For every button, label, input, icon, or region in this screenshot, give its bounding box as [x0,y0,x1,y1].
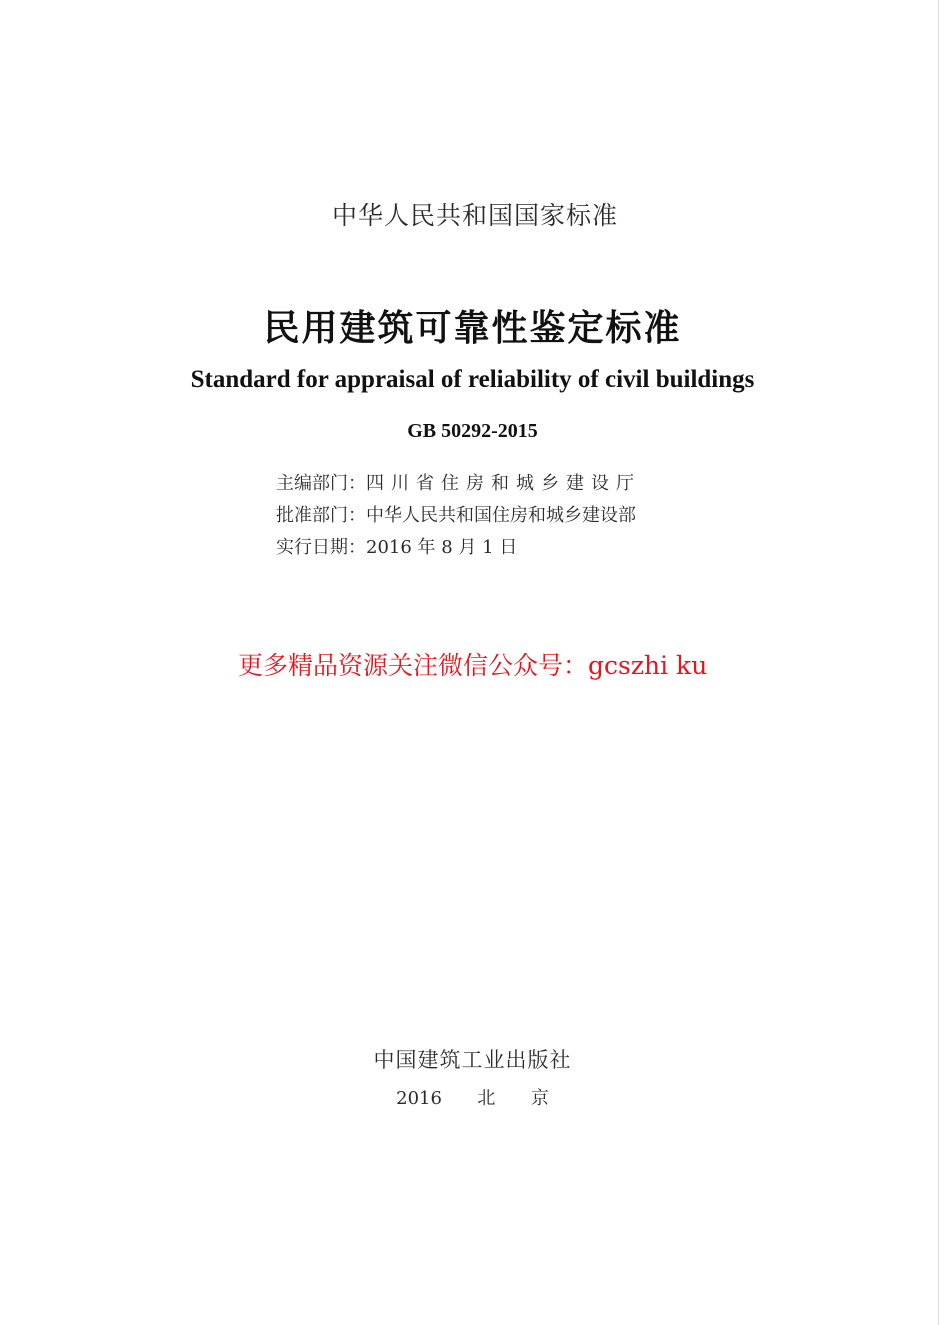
approver-label: 批准部门： [276,505,366,526]
approver-row [276,500,641,532]
effective-date-value: 2016 年 8 月 1 日 [366,537,518,558]
editor-label: 主编部门： [276,473,366,494]
publisher-name: 中国建筑工业出版社 [373,1048,572,1072]
standard-code: GB 50292-2015 [407,420,538,442]
publication-info [276,468,641,564]
title-chinese: 民用建筑可靠性鉴定标准 [263,307,682,349]
publication-place-year: 2016 北 京 [396,1088,549,1109]
effective-date-row [276,532,641,564]
editor-value: 四川省住房和城乡建设厅 [366,473,641,494]
editor-row [276,468,641,500]
approver-value: 中华人民共和国住房和城乡建设部 [366,505,636,526]
title-english: Standard for appraisal of reliability of civil buildings [190,366,755,393]
effective-date-label: 实行日期： [276,537,366,558]
national-standard-heading: 中华人民共和国国家标准 [331,201,618,230]
watermark-text: 更多精品资源关注微信公众号：gcszhi ku [238,651,708,680]
